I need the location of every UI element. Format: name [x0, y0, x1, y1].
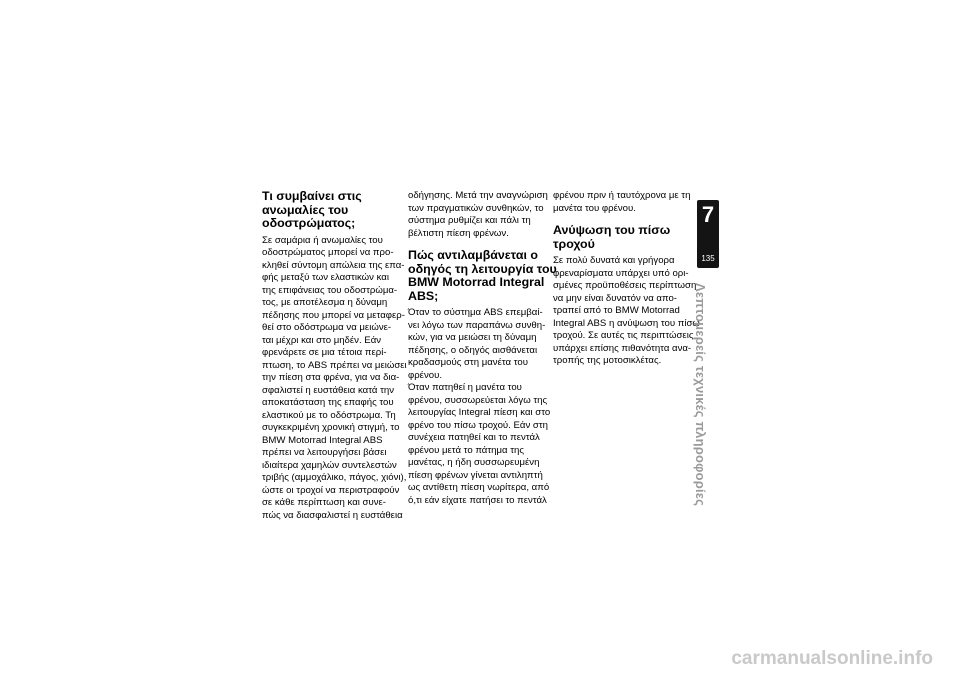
page-number: 135 [701, 254, 715, 263]
paragraph-road-bumps: Σε σαμάρια ή ανωμαλίες του οδοστρώματος μπορεί να προ- κληθεί σύντομη απώλεια της επα- φής μεταξύ των ελαστικών και της επιφάνειας του οδοστρώμα- τος, με αποτέλεσμα η δύναμη πέδησης που μπορεί να μεταφερ- θεί στο οδόστρωμα να μειώνε- ται μέχρι και στο μηδέν. Εάν φρενάρετε σε μια τέτοια περί- πτωση, το ABS πρέπει να μειώσει την πίεση στα φρένα, για να δια- σφαλιστεί η ευστάθεια κατά την αποκατάσταση της επαφής του ελαστικού με το οδόστρωμα. Τη συγκεκριμένη χρονική στιγμή, το BMW Motorrad Integral ABS πρέπει να λειτουργήσει βάσει ιδιαίτερα χαμηλών συντελεστών τριβής (αμμοχάλικο, πάγος, χιόνι), ώστε οι τροχοί να περιστραφούν σε κάθε περίπτωση και συνε- πώς να διασφαλιστεί η ευστάθεια [262, 234, 407, 521]
paragraph-continued-2: φρένου πριν ή ταυτόχρονα με τη μανέτα του φρένου. [553, 190, 691, 214]
paragraph-continued: οδήγησης. Μετά την αναγνώριση των πραγματικών συνθηκών, το σύστημα ρυθμίζει και πάλι τη βέλτιστη πίεση φρένων. [408, 190, 548, 239]
heading-road-bumps: Τι συμβαίνει στις ανωμαλίες του οδοστρώματος; [262, 189, 362, 230]
text-column-1 [262, 190, 412, 522]
chapter-side-title: Λεπτομερείς τεχνικές πληροφορίες [693, 283, 708, 507]
text-column-2 [408, 190, 558, 507]
paragraph-rear-wheel-lift: Σε πολύ δυνατά και γρήγορα φρεναρίσματα υπάρχει υπό ορι- σμένες προϋποθέσεις περίπτωση να μην είναι δυνατόν να απο- τραπεί από το BMW Motorrad Integral ABS η ανύψωση του πίσω τροχού. Σε αυτές τις περιπτώσεις υπάρχει επίσης πιθανότητα ανα- τροπής της μοτοσικλέτας. [553, 255, 700, 366]
paragraph-rider-perception: Όταν το σύστημα ABS επεμβαί- νει λόγω των παραπάνω συνθη- κών, για να μειώσει τη δύναμη πέδησης, ο οδηγός αισθάνεται κραδασμούς στη μανέτα του φρένου. Όταν πατηθεί η μανέτα του φρένου, συσσωρεύεται λόγω της λειτουργίας Integral πίεση και στο φρένο του πίσω τροχού. Εάν στη συνέχεια πατηθεί και το πεντάλ φρένου μετά το πάτημα της μανέτας, η ήδη συσσωρευμένη πίεση φρένων γίνεται αντιληπτή ως αντίθετη πίεση νωρίτερα, από ό,τι εάν είχατε πατήσει το πεντάλ [408, 307, 551, 506]
text-column-3 [553, 190, 703, 368]
heading-rider-perception: Πώς αντιλαμβάνεται ο οδηγός τη λειτουργία του BMW Motorrad Integral ABS; [408, 248, 557, 303]
chapter-tab [697, 200, 719, 268]
heading-rear-wheel-lift: Ανύψωση του πίσω τροχού [553, 223, 671, 251]
watermark: carmanualsonline.info [731, 648, 933, 669]
chapter-number: 7 [701, 202, 715, 227]
